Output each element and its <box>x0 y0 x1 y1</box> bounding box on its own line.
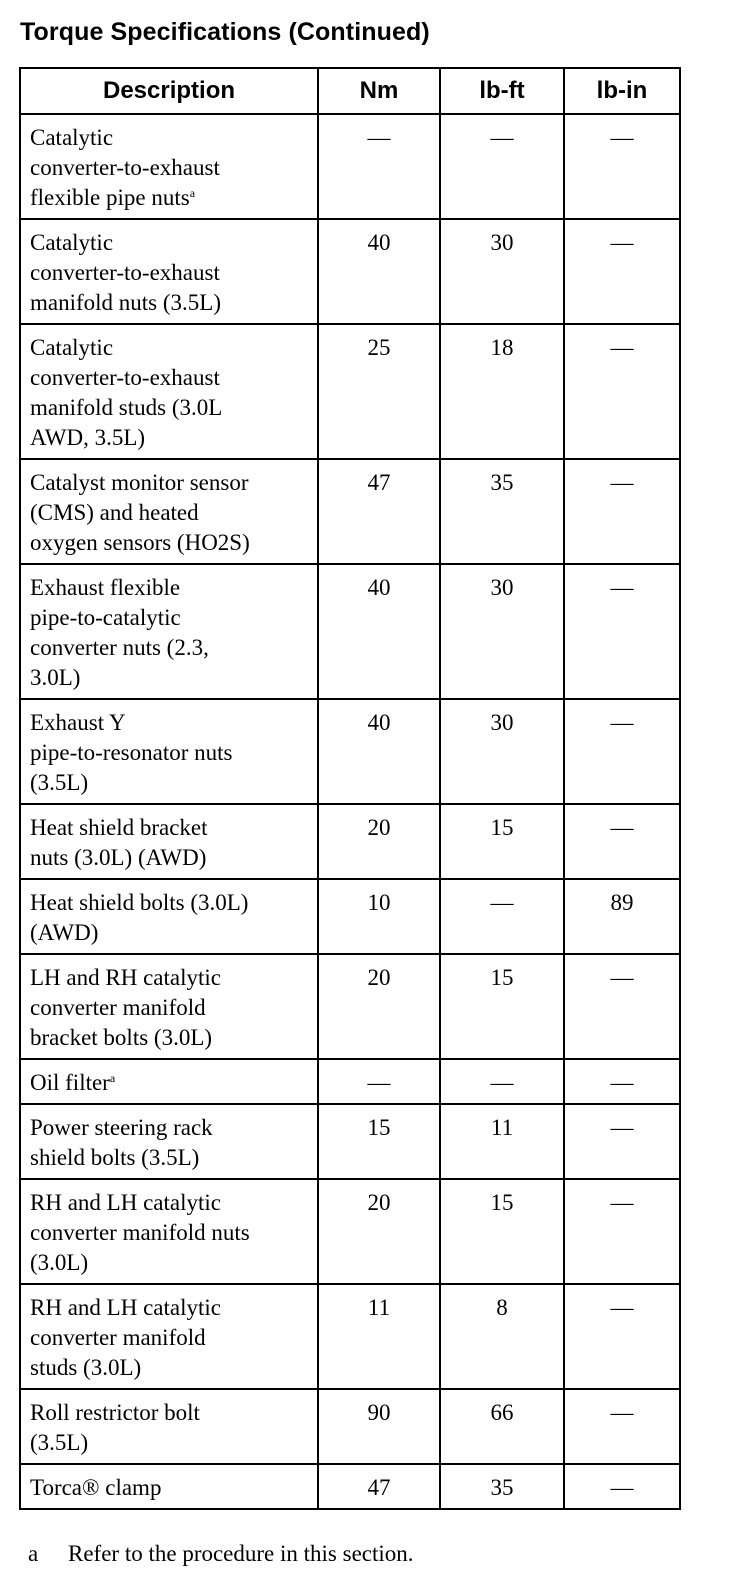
lbft-value-cell: — <box>440 879 564 954</box>
lbin-value-cell: — <box>564 459 680 564</box>
description-cell <box>20 324 318 459</box>
description-text: Catalyst monitor sensor (CMS) and heated oxygen sensors (HO2S) <box>30 470 250 555</box>
lbin-value-cell: — <box>564 564 680 699</box>
nm-value-cell: 40 <box>318 219 440 324</box>
description-text: Catalytic converter-to-exhaust manifold nuts (3.5L) <box>30 230 221 315</box>
table-row <box>20 1464 680 1509</box>
description-text: Power steering rack shield bolts (3.5L) <box>30 1115 213 1170</box>
table-row <box>20 1059 680 1104</box>
description-cell <box>20 1389 318 1464</box>
lbin-value-cell: — <box>564 114 680 219</box>
table-body <box>20 114 680 1509</box>
table-row <box>20 564 680 699</box>
table-row <box>20 1104 680 1179</box>
table-row <box>20 1389 680 1464</box>
lbin-value-cell: 89 <box>564 879 680 954</box>
description-text: Roll restrictor bolt (3.5L) <box>30 1400 200 1455</box>
column-header-lbft: lb-ft <box>440 68 564 114</box>
table-row <box>20 324 680 459</box>
description-cell <box>20 1284 318 1389</box>
column-header-lbin: lb-in <box>564 68 680 114</box>
description-cell <box>20 879 318 954</box>
lbin-value-cell: — <box>564 1464 680 1509</box>
footnote-mark: a <box>28 1541 39 1566</box>
lbin-value-cell: — <box>564 1059 680 1104</box>
lbft-value-cell: 35 <box>440 1464 564 1509</box>
lbin-value-cell: — <box>564 954 680 1059</box>
description-cell <box>20 459 318 564</box>
nm-value-cell: 20 <box>318 804 440 879</box>
nm-value-cell: 20 <box>318 1179 440 1284</box>
description-text: RH and LH catalytic converter manifold nuts (3.0L) <box>30 1190 250 1275</box>
description-text: Oil filter <box>30 1070 110 1095</box>
footnote <box>28 1541 414 1567</box>
nm-value-cell: 11 <box>318 1284 440 1389</box>
description-cell <box>20 1059 318 1104</box>
description-cell <box>20 954 318 1059</box>
lbft-value-cell: 18 <box>440 324 564 459</box>
table-header-row <box>20 68 680 114</box>
table-row <box>20 114 680 219</box>
lbft-value-cell: 66 <box>440 1389 564 1464</box>
nm-value-cell: 40 <box>318 564 440 699</box>
nm-value-cell: 15 <box>318 1104 440 1179</box>
description-cell <box>20 1464 318 1509</box>
lbft-value-cell: 15 <box>440 954 564 1059</box>
table-row <box>20 219 680 324</box>
nm-value-cell: 40 <box>318 699 440 804</box>
description-text: Exhaust Y pipe-to-resonator nuts (3.5L) <box>30 710 233 795</box>
nm-value-cell: 10 <box>318 879 440 954</box>
lbft-value-cell: — <box>440 114 564 219</box>
description-text: Heat shield bracket nuts (3.0L) (AWD) <box>30 815 208 870</box>
lbin-value-cell: — <box>564 324 680 459</box>
description-text: Exhaust flexible pipe-to-catalytic converter nuts (2.3, 3.0L) <box>30 575 209 690</box>
lbft-value-cell: — <box>440 1059 564 1104</box>
description-cell <box>20 219 318 324</box>
nm-value-cell: — <box>318 114 440 219</box>
lbft-value-cell: 15 <box>440 1179 564 1284</box>
table-row <box>20 1284 680 1389</box>
nm-value-cell: 47 <box>318 459 440 564</box>
lbft-value-cell: 8 <box>440 1284 564 1389</box>
table-row <box>20 879 680 954</box>
lbin-value-cell: — <box>564 699 680 804</box>
column-header-description: Description <box>20 68 318 114</box>
description-cell <box>20 1179 318 1284</box>
torque-spec-table <box>19 67 681 1510</box>
description-cell <box>20 1104 318 1179</box>
table-row <box>20 954 680 1059</box>
nm-value-cell: 47 <box>318 1464 440 1509</box>
footnote-marker: a <box>109 1071 116 1085</box>
nm-value-cell: — <box>318 1059 440 1104</box>
table-row <box>20 1179 680 1284</box>
nm-value-cell: 25 <box>318 324 440 459</box>
footnote-marker: a <box>189 186 196 200</box>
nm-value-cell: 20 <box>318 954 440 1059</box>
description-text: LH and RH catalytic converter manifold bracket bolts (3.0L) <box>30 965 221 1050</box>
description-text: Catalytic converter-to-exhaust flexible pipe nuts <box>30 125 220 210</box>
lbft-value-cell: 30 <box>440 699 564 804</box>
column-header-nm: Nm <box>318 68 440 114</box>
table-row <box>20 459 680 564</box>
description-cell <box>20 114 318 219</box>
description-cell <box>20 804 318 879</box>
lbft-value-cell: 35 <box>440 459 564 564</box>
lbft-value-cell: 15 <box>440 804 564 879</box>
description-cell <box>20 699 318 804</box>
table-row <box>20 699 680 804</box>
nm-value-cell: 90 <box>318 1389 440 1464</box>
footnote-text: Refer to the procedure in this section. <box>68 1541 414 1566</box>
page-title: Torque Specifications (Continued) <box>20 18 430 46</box>
lbin-value-cell: — <box>564 219 680 324</box>
lbin-value-cell: — <box>564 1284 680 1389</box>
description-text: Torca® clamp <box>30 1475 162 1500</box>
lbin-value-cell: — <box>564 804 680 879</box>
description-text: RH and LH catalytic converter manifold studs (3.0L) <box>30 1295 221 1380</box>
table-row <box>20 804 680 879</box>
description-cell <box>20 564 318 699</box>
lbin-value-cell: — <box>564 1389 680 1464</box>
description-text: Catalytic converter-to-exhaust manifold studs (3.0L AWD, 3.5L) <box>30 335 223 450</box>
lbft-value-cell: 11 <box>440 1104 564 1179</box>
lbft-value-cell: 30 <box>440 219 564 324</box>
lbin-value-cell: — <box>564 1104 680 1179</box>
description-text: Heat shield bolts (3.0L) (AWD) <box>30 890 249 945</box>
lbft-value-cell: 30 <box>440 564 564 699</box>
lbin-value-cell: — <box>564 1179 680 1284</box>
